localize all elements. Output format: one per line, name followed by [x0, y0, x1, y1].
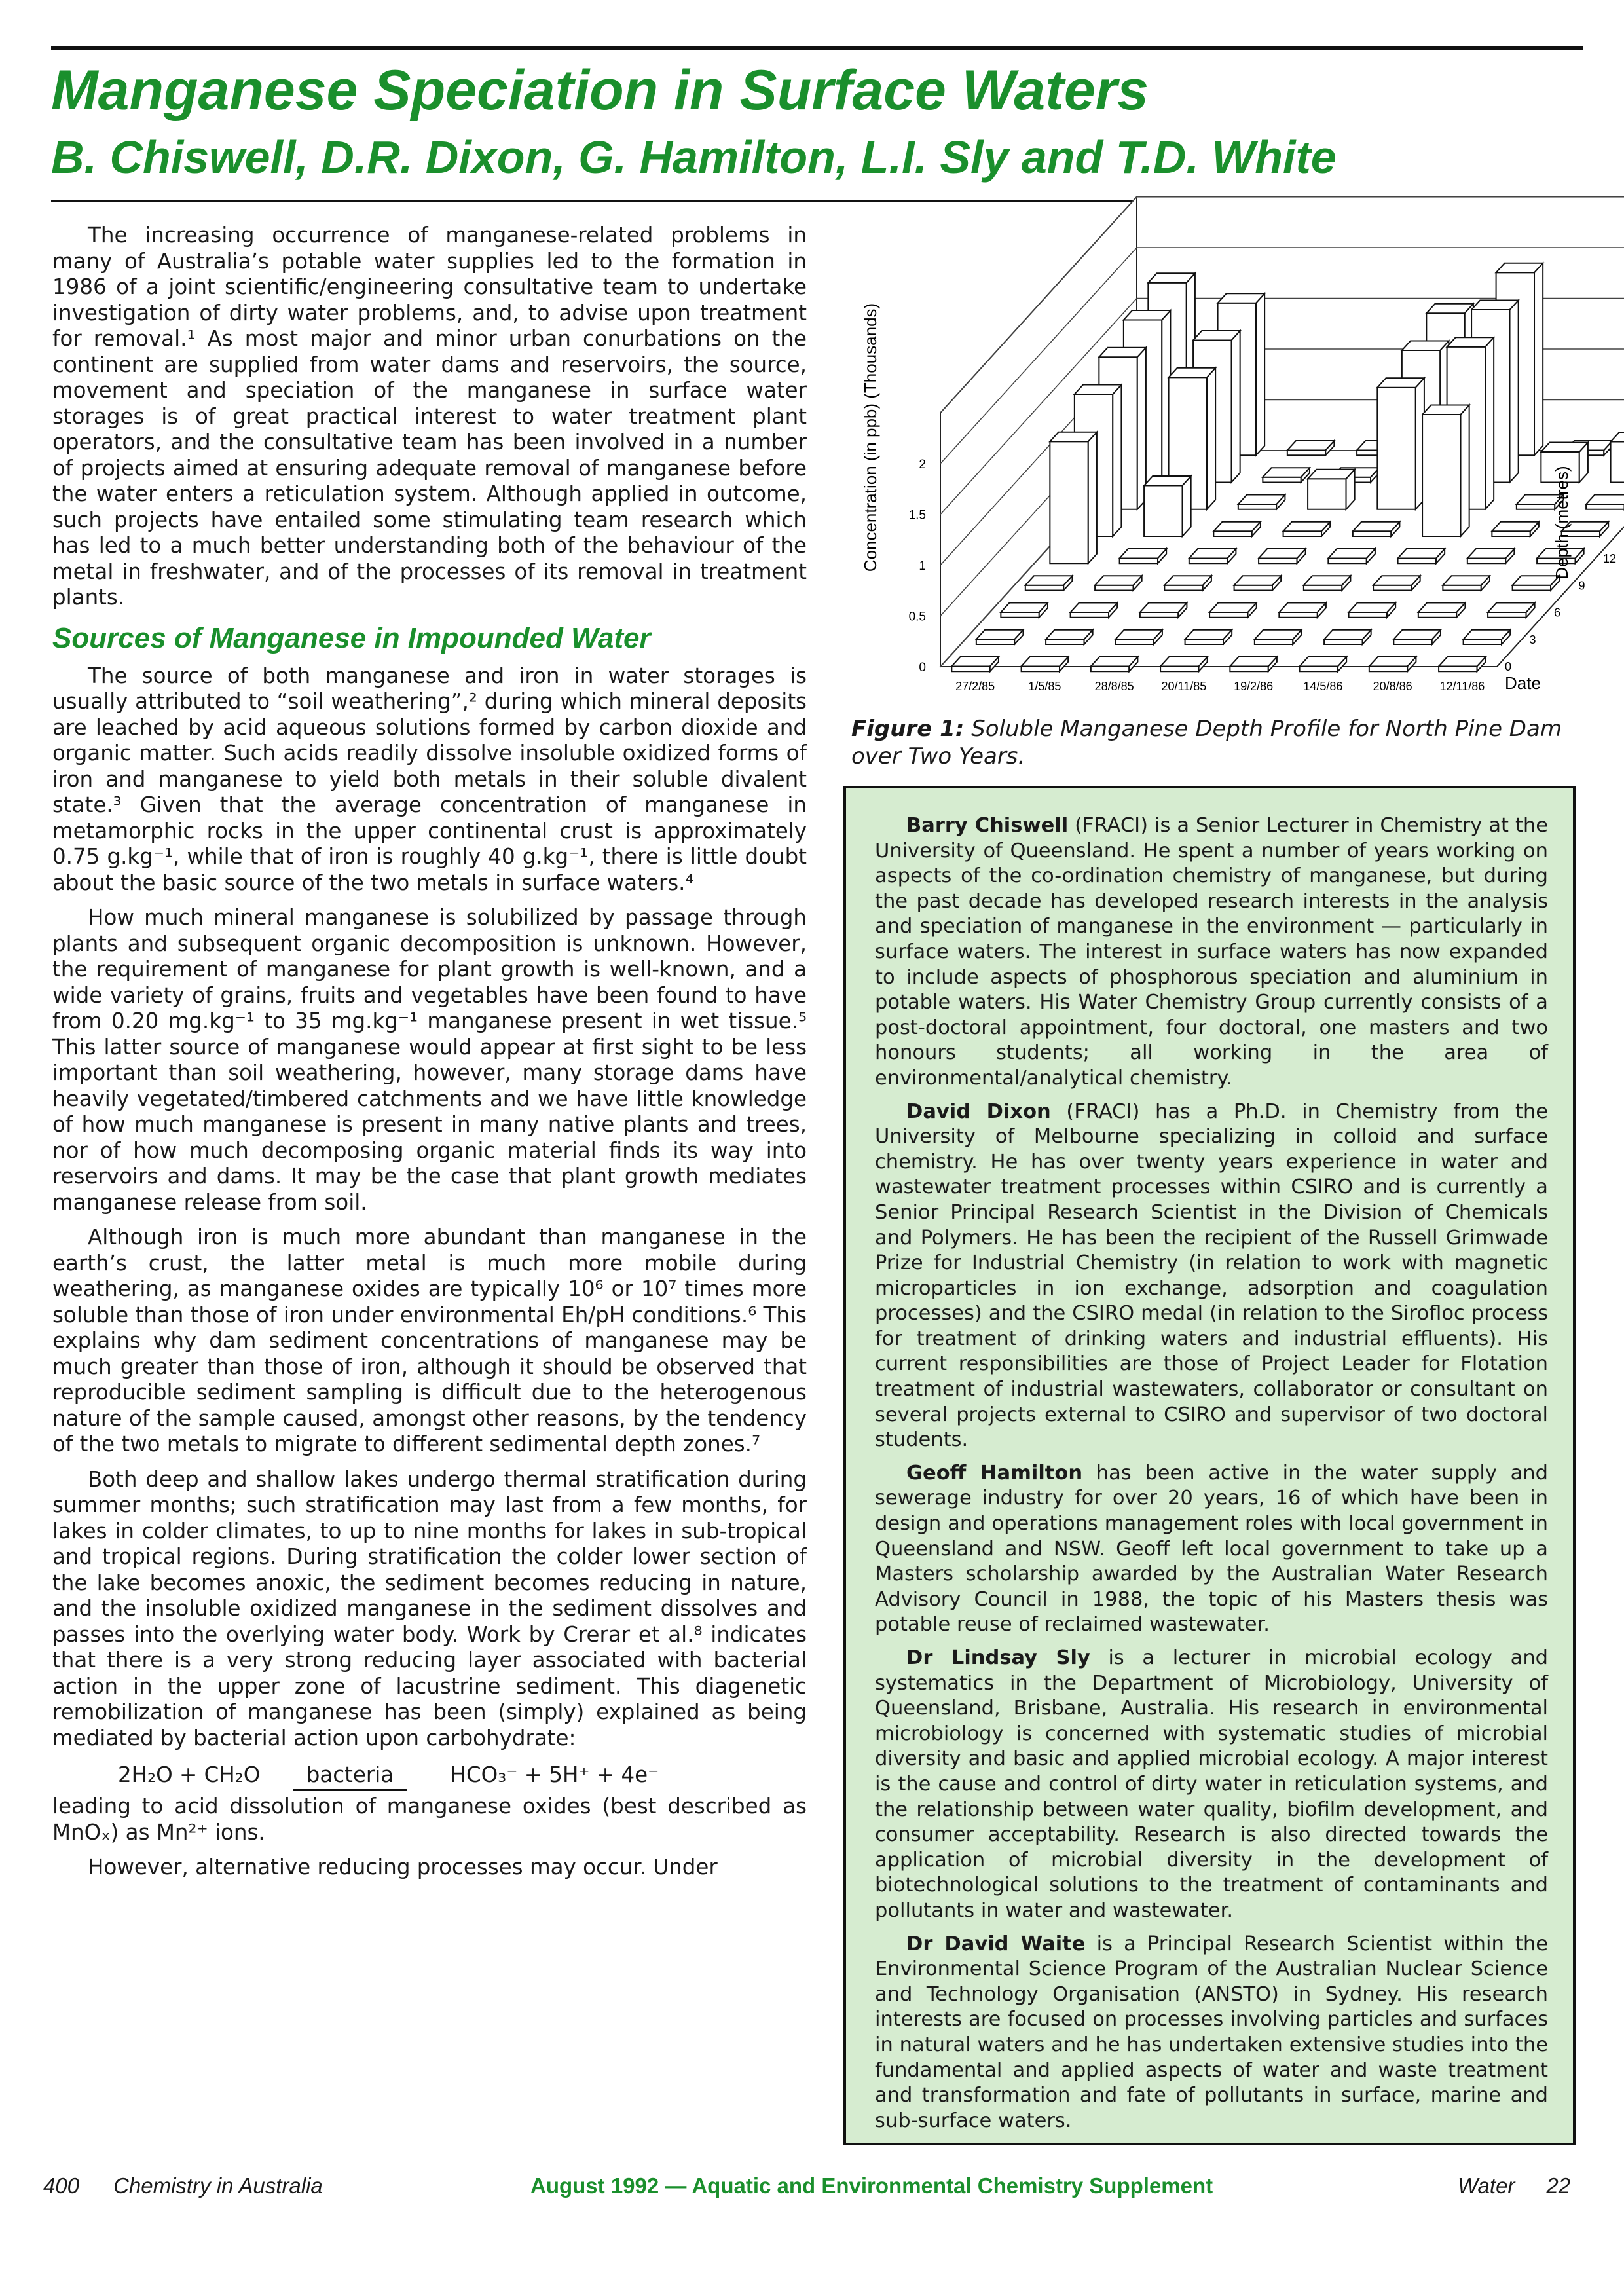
- chart-bar: [1393, 630, 1441, 644]
- bar-front: [1467, 558, 1505, 563]
- bar-top: [1160, 657, 1208, 666]
- bar-front: [1393, 639, 1431, 644]
- chart-bar: [1439, 657, 1486, 671]
- body-paragraph-3: Although iron is much more abundant than manganese in the earth’s crust, the latter metal is much more mobile during weathering, as manganese oxides are typically 10⁶ or 10⁷ times more soluble than those of iron under environmental Eh/pH conditions.⁶ This explains why dam sediment concentrations of manganese may be much greater than those of iron, although it should be observed that reproducible sediment sampling is difficult due to the heterogenous nature of the sample caused, amongst other reasons, by the tendency of the two metals to migrate to different sedimental depth zones.⁷: [52, 1225, 807, 1456]
- bar-top: [1255, 630, 1302, 639]
- bar-top: [976, 630, 1024, 639]
- body-paragraph-4: Both deep and shallow lakes undergo thermal stratification during summer months; such stratification may last from a few months, for lakes in colder climates, to up to nine months for lakes in sub-tropical and tropical regions. During stratification the colder lower section of the lake becomes anoxic, the sediment becomes reducing in nature, and the insoluble oxidized manganese in the sediment dissolves and passes into the overlying water body. Work by Crerar et al.⁸ indicates that there is a very strong reducing layer associated with bacterial action in the upper zone of lacustrine sediment. This diagenetic remobilization of manganese has been (simply) explained as being mediated by bacterial action upon carbohydrate:: [52, 1466, 807, 1750]
- bar-side: [1256, 293, 1264, 455]
- bar-top: [1124, 310, 1171, 320]
- bar-top: [1164, 576, 1211, 585]
- bar-front: [1287, 450, 1325, 455]
- bar-front: [1050, 441, 1088, 563]
- bar-front: [1513, 585, 1551, 591]
- bar-top: [1541, 443, 1588, 452]
- chart-bar: [1091, 657, 1138, 671]
- bar-top: [1308, 470, 1355, 479]
- equation-arrow-label: bacteria: [306, 1762, 394, 1787]
- footer-right: [1458, 2173, 1570, 2199]
- body-paragraph-1: The source of both manganese and iron in water storages is usually attributed to “soil weathering”,² during which mineral deposits are leached by acid aqueous solutions formed by carbon dioxide and organic matter. Such acids readily dissolve insoluble oxidized forms of iron and manganese to yield both metals in their soluble divalent state.³ Given that the average concentration of manganese in metamorphic rocks in the upper continental crust is approximately 0.75 g.kg⁻¹, while that of iron is roughly 40 g.kg⁻¹, there is little doubt about the basic source of the two metals in surface waters.⁴: [52, 663, 807, 895]
- bar-side: [1485, 337, 1494, 509]
- bar-front: [1488, 612, 1526, 618]
- article-body: [52, 223, 807, 1890]
- bar-top: [1439, 657, 1486, 666]
- footer-issue: August 1992 — Aquatic and Environmental Chemistry Supplement: [530, 2174, 1213, 2198]
- bar-front: [1443, 585, 1481, 591]
- chart-bar: [1046, 630, 1093, 644]
- chart-bar: [1398, 549, 1445, 563]
- bar-top: [1025, 576, 1073, 585]
- bar-front: [1517, 504, 1555, 509]
- chart-bar: [1164, 576, 1211, 590]
- bar-top: [1234, 576, 1282, 585]
- journal-name: Chemistry in Australia: [113, 2174, 323, 2198]
- chart-bar: [1189, 549, 1236, 563]
- chart-bar: [1238, 495, 1285, 509]
- chart-bar: [1328, 549, 1375, 563]
- chart-bar: [1464, 630, 1511, 644]
- bar-front: [1255, 639, 1293, 644]
- chart-bar: [1373, 576, 1420, 590]
- chart-bar: [1492, 522, 1539, 536]
- section-heading: Sources of Manganese in Impounded Water: [52, 621, 651, 654]
- chart-bar: [1144, 476, 1191, 536]
- chart-bar: [1140, 603, 1187, 618]
- x-tick-label: 27/2/85: [955, 680, 995, 693]
- chart-bar: [1071, 603, 1118, 618]
- x-tick-label: 20/11/85: [1161, 680, 1207, 693]
- bar-front: [1304, 585, 1342, 591]
- bar-top: [1213, 522, 1261, 531]
- bar-top: [1349, 603, 1396, 612]
- figure-caption: [851, 715, 1585, 770]
- y-tick-label: 0.5: [908, 610, 926, 624]
- bio-waite: [875, 1932, 1548, 2134]
- bar-front: [1586, 504, 1624, 509]
- bar-top: [1230, 657, 1277, 666]
- chart-bar: [1349, 603, 1396, 618]
- bar-top: [1115, 630, 1162, 639]
- body-paragraph-5: leading to acid dissolution of manganese oxides (best described as MnOₓ) as Mn²⁺ ions.: [52, 1794, 807, 1845]
- bar-front: [1373, 585, 1411, 591]
- bar-top: [1393, 630, 1441, 639]
- equation-products: HCO₃⁻ + 5H⁺ + 4e⁻: [450, 1762, 659, 1787]
- x-tick-label: 20/8/86: [1373, 680, 1412, 693]
- bar-top: [1443, 576, 1490, 585]
- bar-top: [1418, 603, 1466, 612]
- figure-caption-label: Figure 1:: [851, 716, 965, 742]
- bar-top: [1488, 603, 1535, 612]
- bar-front: [1120, 558, 1158, 563]
- author-bios-box: [843, 786, 1576, 2145]
- bar-top: [1304, 576, 1351, 585]
- bio-text: (FRACI) has a Ph.D. in Chemistry from the University of Melbourne specializing in colloid and surface chemistry. He has over twenty years experience in water and wastewater treatment processes within CSIRO and is currently a Senior Principal Research Scientist in the Division of Chemicals and Polymers. He has been the recipient of the Russell Grimwade Prize for Industrial Chemistry (in relation to work with magnetic microparticles in ion exchange, adsorption and coagulation processes) and the CSIRO medal (in relation to the Sirofloc process for treatment of drinking waters and industrial effluents). His current responsibilities are those of Project Leader for Flotation treatment of industrial wastewaters, collaborator or consultant on several projects external to CSIRO and supervisor of two doctoral students.: [875, 1100, 1548, 1452]
- bar-top: [1398, 549, 1445, 558]
- bar-top: [1185, 630, 1232, 639]
- bar-top: [1471, 301, 1519, 310]
- top-rule: [51, 46, 1583, 50]
- bar-front: [1213, 531, 1251, 536]
- bar-front: [1259, 558, 1297, 563]
- depth-axis-label: Depth (metres): [1552, 466, 1572, 580]
- chart-bar: [1263, 468, 1310, 482]
- chart-bar: [1324, 630, 1371, 644]
- chart-bar: [1300, 657, 1347, 671]
- section-name: Water: [1458, 2174, 1515, 2198]
- bar-front: [1398, 558, 1436, 563]
- bar-top: [951, 657, 999, 666]
- x-axis-label: Date: [1505, 673, 1541, 693]
- x-tick-label: 12/11/86: [1439, 680, 1485, 693]
- chart-bar: [1422, 405, 1469, 536]
- bar-top: [1353, 522, 1400, 531]
- page-number-left: 400: [43, 2174, 80, 2198]
- chart-bar: [1279, 603, 1326, 618]
- chart-bar: [1050, 432, 1097, 563]
- depth-tick-label: 3: [1529, 633, 1536, 646]
- bar-front: [976, 639, 1014, 644]
- bar-front: [1230, 666, 1268, 671]
- bar-top: [1328, 549, 1375, 558]
- bar-top: [1447, 337, 1494, 346]
- chart-bar: [1213, 522, 1261, 536]
- article-title: Manganese Speciation in Surface Waters: [51, 59, 1149, 122]
- y-tick-label: 0: [919, 661, 926, 675]
- bar-front: [1095, 585, 1133, 591]
- bar-top: [1492, 522, 1539, 531]
- bio-text: (FRACI) is a Senior Lecturer in Chemistry at the University of Queensland. He spent a number of years working on aspects of the co-ordination chemistry of manganese, but during the past decade has developed research interests in the analysis and speciation of manganese in the environment — particularly in surface waters. The interest in surface waters has now expanded to include aspects of phosphorous speciation and aluminium in potable waters. His Water Chemistry Group currently consists of a post-doctoral appointment, four doctoral, one masters and two honours students; all working in the area of environmental/analytical chemistry.: [875, 814, 1548, 1090]
- bar-top: [1496, 263, 1543, 272]
- bar-top: [1001, 603, 1048, 612]
- bar-top: [1120, 549, 1167, 558]
- bar-top: [1259, 549, 1306, 558]
- bar-top: [1209, 603, 1257, 612]
- bar-front: [1353, 531, 1391, 536]
- footer-left: [43, 2173, 323, 2199]
- bar-front: [1071, 612, 1109, 618]
- x-tick-label: 1/5/85: [1028, 680, 1061, 693]
- bar-top: [1300, 657, 1347, 666]
- chemical-equation: [118, 1760, 807, 1791]
- chart-bar: [1115, 630, 1162, 644]
- chart-bar: [1304, 576, 1351, 590]
- y-tick-label: 1: [919, 559, 926, 573]
- y-axis-label: Concentration (in ppb) (Thousands): [860, 303, 880, 572]
- bio-name: David Dixon: [906, 1100, 1051, 1123]
- depth-tick-label: 0: [1505, 660, 1512, 673]
- chart-bar: [1234, 576, 1282, 590]
- bar-front: [1328, 558, 1366, 563]
- bar-front: [1185, 639, 1223, 644]
- bar-top: [1144, 476, 1191, 485]
- chart-bar: [1353, 522, 1400, 536]
- bar-top: [1050, 432, 1097, 441]
- chart-bar: [1377, 378, 1424, 509]
- bar-front: [1140, 612, 1178, 618]
- bar-front: [1263, 477, 1301, 483]
- bar-front: [1091, 666, 1129, 671]
- bar-side: [1183, 476, 1191, 536]
- bar-front: [1418, 612, 1456, 618]
- body-paragraph-6: However, alternative reducing processes may occur. Under: [88, 1855, 718, 1879]
- bar-side: [1232, 331, 1240, 482]
- bar-top: [1373, 576, 1420, 585]
- bar-top: [1467, 549, 1515, 558]
- bio-text: is a Principal Research Scientist within the Environmental Science Program of the Australian Nuclear Science and Technology Organisation (ANSTO) in Sydney. His research interests are focused on processes involving particles and surfaces in natural waters and he has undertaken extensive studies into the fundamental and applied aspects of water and waste treatment and transformation and fate of pollutants in surface, marine and sub-surface waters.: [875, 1932, 1548, 2132]
- bar-top: [1263, 468, 1310, 477]
- chart-bar: [1025, 576, 1073, 590]
- bar-top: [1095, 576, 1142, 585]
- bar-top: [1238, 495, 1285, 504]
- bar-front: [1115, 639, 1153, 644]
- chart-bar: [1185, 630, 1232, 644]
- bar-front: [1189, 558, 1227, 563]
- bar-front: [1022, 666, 1060, 671]
- bar-front: [1234, 585, 1272, 591]
- bar-top: [1402, 341, 1449, 350]
- bar-front: [1144, 485, 1182, 536]
- x-tick-label: 19/2/86: [1234, 680, 1274, 693]
- bio-name: Dr Lindsay Sly: [906, 1646, 1090, 1669]
- bar-top: [1189, 549, 1236, 558]
- manganese-depth-chart: [849, 215, 1617, 701]
- bio-text: is a lecturer in microbial ecology and systematics in the Department of Microbiology, University of Queensland, Brisbane, Australia. His research in environmental microbiology is concerned with systematic studies of microbial diversity and basic and applied microbial ecology. A major interest is the cause and control of dirty water in reticulation systems, and the relationship between water quality, biofilm development, and consumer acceptability. Research is also directed towards the application of microbial diversity in the development of biotechnological solutions to the treatment of contaminants and pollutants in water and wastewater.: [875, 1646, 1549, 1922]
- depth-tick-label: 6: [1554, 606, 1561, 620]
- chart-bar: [1287, 441, 1335, 455]
- bar-front: [1464, 639, 1502, 644]
- chart-bar: [1209, 603, 1257, 618]
- bio-sly: [875, 1646, 1548, 1924]
- chart-bar: [1467, 549, 1515, 563]
- bar-front: [1209, 612, 1247, 618]
- x-tick-label: 14/5/86: [1303, 680, 1343, 693]
- bar-top: [1071, 603, 1118, 612]
- bar-top: [1464, 630, 1511, 639]
- bio-text: has been active in the water supply and sewerage industry for over 20 years, 16 of which have been in design and operations management roles with local government in Queensland and NSW. Geoff left local government to take up a Masters scholarship awarded by the Australian Water Research Advisory Council in 1988, the topic of his Masters thesis was potable reuse of reclaimed wastewater.: [875, 1461, 1548, 1637]
- chart-bar: [1022, 657, 1069, 671]
- bio-name: Dr David Waite: [906, 1932, 1086, 1955]
- bar-top: [1422, 405, 1469, 415]
- bio-dixon: [875, 1100, 1548, 1453]
- bar-front: [1025, 585, 1063, 591]
- bar-top: [1426, 304, 1473, 313]
- chart-bar: [1283, 522, 1331, 536]
- bio-chiswell: [875, 813, 1548, 1092]
- bar-top: [1099, 348, 1146, 357]
- bar-front: [1611, 441, 1624, 482]
- bar-front: [1046, 639, 1084, 644]
- bar-side: [1461, 405, 1469, 536]
- bar-front: [1377, 388, 1415, 509]
- chart-bar: [1418, 603, 1466, 618]
- bio-hamilton: [875, 1461, 1548, 1638]
- bar-front: [1160, 666, 1198, 671]
- article-authors: B. Chiswell, D.R. Dixon, G. Hamilton, L.I. Sly and T.D. White: [51, 132, 1337, 183]
- bar-front: [1001, 612, 1039, 618]
- bar-side: [1534, 263, 1543, 455]
- bar-top: [1140, 603, 1187, 612]
- chart-bar: [1369, 657, 1416, 671]
- bar-front: [1300, 666, 1338, 671]
- bar-front: [1492, 531, 1530, 536]
- bar-top: [1283, 522, 1331, 531]
- chart-bar: [976, 630, 1024, 644]
- bar-top: [1287, 441, 1335, 450]
- bar-top: [1324, 630, 1371, 639]
- bar-top: [1279, 603, 1326, 612]
- bar-front: [1369, 666, 1407, 671]
- bar-top: [1369, 657, 1416, 666]
- chart-bar: [1308, 470, 1355, 509]
- equation-reactants: 2H₂O + CH₂O: [118, 1762, 261, 1787]
- body-paragraph-2: How much mineral manganese is solubilized by passage through plants and subsequent organic decomposition is unknown. However, the requirement of manganese for plant growth is well-known, and a wide variety of grains, fruits and vegetables have been found to have from 0.20 mg.kg⁻¹ to 35 mg.kg⁻¹ manganese present in wet tissue.⁵ This latter source of manganese would appear at first sight to be less important than soil weathering, however, many storage dams have heavily vegetated/timbered catchments and we have little knowledge of how much manganese is present in many native plants and trees, nor of how much decomposing organic material finds its way into reservoirs and dams. It may be the case that plant growth mediates manganese release from soil.: [52, 905, 807, 1215]
- bar-top: [1075, 385, 1122, 394]
- bar-top: [1046, 630, 1093, 639]
- bar-front: [951, 666, 989, 671]
- y-tick-label: 2: [919, 458, 926, 472]
- chart-bar: [1230, 657, 1277, 671]
- bar-top: [1091, 657, 1138, 666]
- bar-top: [1022, 657, 1069, 666]
- bar-top: [1193, 331, 1240, 340]
- page-number-right: 22: [1546, 2174, 1571, 2198]
- bar-side: [1113, 385, 1121, 536]
- bar-side: [1510, 301, 1519, 483]
- bar-front: [1349, 612, 1387, 618]
- chart-bar: [951, 657, 999, 671]
- bar-front: [1324, 639, 1362, 644]
- bar-front: [1238, 504, 1276, 509]
- y-tick-label: 1.5: [908, 508, 926, 523]
- depth-tick-label: 12: [1603, 552, 1617, 565]
- bar-top: [1218, 293, 1265, 303]
- bar-front: [1422, 415, 1460, 536]
- chart-bar: [1120, 549, 1167, 563]
- bar-front: [1308, 479, 1346, 509]
- chart-bar: [1611, 432, 1624, 482]
- bar-top: [1169, 368, 1216, 377]
- bio-name: Geoff Hamilton: [906, 1461, 1083, 1485]
- bar-front: [1279, 612, 1317, 618]
- chart-bar: [1255, 630, 1302, 644]
- equation-arrow: [293, 1760, 407, 1791]
- bar-side: [1207, 368, 1215, 509]
- bio-name: Barry Chiswell: [906, 814, 1069, 837]
- depth-tick-label: 9: [1578, 579, 1585, 593]
- chart-bar: [1001, 603, 1048, 618]
- bar-top: [1148, 273, 1195, 282]
- bar-front: [1439, 666, 1477, 671]
- intro-paragraph: The increasing occurrence of manganese-related problems in many of Australia’s potable water supplies led to the formation in 1986 of a joint scientific/engineering consultative team to undertake investigation of dirty water problems, and, to advise upon treatment for removal.¹ As most major and minor urban conurbations on the continent are supplied from water dams and reservoirs, the source, movement and speciation of the manganese in surface water storages is of great practical interest to water treatment plant operators, and the consultative team has been involved in a number of projects aimed at ensuring adequate removal of manganese before the water enters a reticulation system. Although applied in outcome, such projects have entailed some stimulating team research which has led to a much better understanding both of the behaviour of the metal in freshwater, and of the processes of its removal in treatment plants.: [52, 223, 807, 610]
- chart-bar: [1488, 603, 1535, 618]
- chart-bar: [1443, 576, 1490, 590]
- chart-bar: [1095, 576, 1142, 590]
- bar-side: [1088, 432, 1097, 563]
- bar-top: [1377, 378, 1424, 387]
- x-tick-label: 28/8/85: [1094, 680, 1134, 693]
- bar-front: [1283, 531, 1321, 536]
- figure-caption-text: Soluble Manganese Depth Profile for North Pine Dam over Two Years.: [851, 716, 1562, 769]
- bar-front: [1164, 585, 1202, 591]
- chart-bar: [1160, 657, 1208, 671]
- chart-bar: [1259, 549, 1306, 563]
